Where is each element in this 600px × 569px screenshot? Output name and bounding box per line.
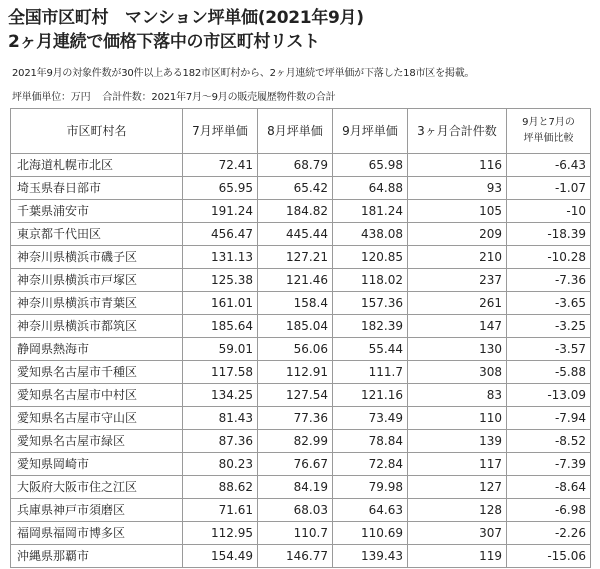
cell-aug-price: 112.91 — [258, 361, 333, 384]
cell-sep-price: 78.84 — [333, 430, 408, 453]
cell-jul-price: 59.01 — [183, 338, 258, 361]
cell-sep-price: 64.88 — [333, 177, 408, 200]
cell-jul-price: 125.38 — [183, 269, 258, 292]
cell-price-diff: -3.25 — [507, 315, 591, 338]
cell-total-count: 308 — [408, 361, 507, 384]
cell-total-count: 127 — [408, 476, 507, 499]
total-note: 合計件数：2021年7月～9月の販売履歴物件数の合計 — [102, 92, 336, 103]
table-row — [11, 545, 591, 568]
cell-sep-price: 111.7 — [333, 361, 408, 384]
cell-total-count: 119 — [408, 545, 507, 568]
cell-jul-price: 456.47 — [183, 223, 258, 246]
cell-price-diff: -3.57 — [507, 338, 591, 361]
header-area: 市区町村名 — [11, 109, 183, 154]
cell-jul-price: 191.24 — [183, 200, 258, 223]
cell-total-count: 307 — [408, 522, 507, 545]
cell-aug-price: 127.21 — [258, 246, 333, 269]
header-diff-line2: 坪単価比較 — [523, 133, 574, 144]
cell-sep-price: 438.08 — [333, 223, 408, 246]
cell-area-name: 北海道札幌市北区 — [11, 154, 183, 177]
cell-jul-price: 87.36 — [183, 430, 258, 453]
cell-aug-price: 127.54 — [258, 384, 333, 407]
header-aug: 8月坪単価 — [258, 109, 333, 154]
cell-price-diff: -5.88 — [507, 361, 591, 384]
table-row — [11, 223, 591, 246]
table-row — [11, 476, 591, 499]
cell-sep-price: 110.69 — [333, 522, 408, 545]
table-header-row — [11, 109, 591, 154]
cell-jul-price: 131.13 — [183, 246, 258, 269]
cell-price-diff: -2.26 — [507, 522, 591, 545]
cell-area-name: 埼玉県春日部市 — [11, 177, 183, 200]
cell-jul-price: 72.41 — [183, 154, 258, 177]
cell-sep-price: 139.43 — [333, 545, 408, 568]
cell-total-count: 93 — [408, 177, 507, 200]
header-diff-line1: 9月と7月の — [522, 117, 575, 128]
cell-aug-price: 68.79 — [258, 154, 333, 177]
cell-aug-price: 445.44 — [258, 223, 333, 246]
cell-total-count: 130 — [408, 338, 507, 361]
table-row — [11, 407, 591, 430]
cell-price-diff: -15.06 — [507, 545, 591, 568]
cell-sep-price: 55.44 — [333, 338, 408, 361]
cell-total-count: 83 — [408, 384, 507, 407]
header-sep: 9月坪単価 — [333, 109, 408, 154]
table-row — [11, 361, 591, 384]
cell-total-count: 105 — [408, 200, 507, 223]
cell-sep-price: 118.02 — [333, 269, 408, 292]
cell-jul-price: 88.62 — [183, 476, 258, 499]
header-count: 3ヶ月合計件数 — [408, 109, 507, 154]
page-title: 全国市区町村 マンション坪単価(2021年9月) — [8, 8, 364, 28]
cell-area-name: 沖縄県那覇市 — [11, 545, 183, 568]
price-table — [10, 108, 591, 568]
cell-total-count: 210 — [408, 246, 507, 269]
cell-price-diff: -8.52 — [507, 430, 591, 453]
cell-sep-price: 73.49 — [333, 407, 408, 430]
cell-area-name: 神奈川県横浜市磯子区 — [11, 246, 183, 269]
cell-sep-price: 79.98 — [333, 476, 408, 499]
cell-total-count: 261 — [408, 292, 507, 315]
cell-area-name: 愛知県名古屋市中村区 — [11, 384, 183, 407]
cell-aug-price: 185.04 — [258, 315, 333, 338]
table-row — [11, 384, 591, 407]
cell-area-name: 愛知県名古屋市守山区 — [11, 407, 183, 430]
table-row — [11, 154, 591, 177]
cell-sep-price: 182.39 — [333, 315, 408, 338]
cell-aug-price: 68.03 — [258, 499, 333, 522]
cell-total-count: 116 — [408, 154, 507, 177]
cell-jul-price: 81.43 — [183, 407, 258, 430]
table-row — [11, 430, 591, 453]
cell-total-count: 110 — [408, 407, 507, 430]
cell-aug-price: 158.4 — [258, 292, 333, 315]
cell-area-name: 兵庫県神戸市須磨区 — [11, 499, 183, 522]
cell-price-diff: -1.07 — [507, 177, 591, 200]
cell-aug-price: 146.77 — [258, 545, 333, 568]
cell-sep-price: 72.84 — [333, 453, 408, 476]
cell-aug-price: 65.42 — [258, 177, 333, 200]
cell-sep-price: 65.98 — [333, 154, 408, 177]
cell-price-diff: -13.09 — [507, 384, 591, 407]
cell-area-name: 愛知県岡崎市 — [11, 453, 183, 476]
meta-line — [12, 91, 335, 105]
table-row — [11, 453, 591, 476]
cell-aug-price: 110.7 — [258, 522, 333, 545]
header-jul: 7月坪単価 — [183, 109, 258, 154]
cell-area-name: 福岡県福岡市博多区 — [11, 522, 183, 545]
cell-area-name: 静岡県熱海市 — [11, 338, 183, 361]
cell-area-name: 大阪府大阪市住之江区 — [11, 476, 183, 499]
table-body — [11, 154, 591, 568]
cell-total-count: 117 — [408, 453, 507, 476]
cell-sep-price: 120.85 — [333, 246, 408, 269]
table-row — [11, 292, 591, 315]
cell-area-name: 神奈川県横浜市都筑区 — [11, 315, 183, 338]
cell-area-name: 東京都千代田区 — [11, 223, 183, 246]
table-row — [11, 269, 591, 292]
cell-area-name: 神奈川県横浜市戸塚区 — [11, 269, 183, 292]
cell-total-count: 237 — [408, 269, 507, 292]
cell-jul-price: 154.49 — [183, 545, 258, 568]
cell-sep-price: 157.36 — [333, 292, 408, 315]
description-text: 2021年9月の対象件数が30件以上ある182市区町村から、2ヶ月連続で坪単価が下落した18市区を掲載。 — [12, 68, 475, 79]
cell-price-diff: -7.36 — [507, 269, 591, 292]
cell-sep-price: 64.63 — [333, 499, 408, 522]
cell-jul-price: 117.58 — [183, 361, 258, 384]
table-row — [11, 200, 591, 223]
cell-aug-price: 56.06 — [258, 338, 333, 361]
cell-price-diff: -6.43 — [507, 154, 591, 177]
cell-jul-price: 185.64 — [183, 315, 258, 338]
cell-jul-price: 65.95 — [183, 177, 258, 200]
cell-price-diff: -6.98 — [507, 499, 591, 522]
cell-aug-price: 82.99 — [258, 430, 333, 453]
cell-aug-price: 76.67 — [258, 453, 333, 476]
table-row — [11, 522, 591, 545]
cell-price-diff: -18.39 — [507, 223, 591, 246]
table-row — [11, 246, 591, 269]
table-row — [11, 499, 591, 522]
table-row — [11, 338, 591, 361]
page-subtitle: 2ヶ月連続で価格下落中の市区町村リスト — [8, 32, 320, 52]
cell-aug-price: 184.82 — [258, 200, 333, 223]
cell-total-count: 147 — [408, 315, 507, 338]
cell-area-name: 愛知県名古屋市千種区 — [11, 361, 183, 384]
cell-area-name: 愛知県名古屋市緑区 — [11, 430, 183, 453]
cell-price-diff: -10 — [507, 200, 591, 223]
cell-jul-price: 161.01 — [183, 292, 258, 315]
cell-aug-price: 84.19 — [258, 476, 333, 499]
cell-total-count: 128 — [408, 499, 507, 522]
cell-price-diff: -8.64 — [507, 476, 591, 499]
cell-price-diff: -7.94 — [507, 407, 591, 430]
table-row — [11, 315, 591, 338]
cell-aug-price: 121.46 — [258, 269, 333, 292]
cell-jul-price: 71.61 — [183, 499, 258, 522]
cell-area-name: 千葉県浦安市 — [11, 200, 183, 223]
cell-sep-price: 121.16 — [333, 384, 408, 407]
cell-jul-price: 112.95 — [183, 522, 258, 545]
cell-price-diff: -7.39 — [507, 453, 591, 476]
unit-note: 坪単価単位：万円 — [12, 92, 91, 103]
cell-aug-price: 77.36 — [258, 407, 333, 430]
cell-total-count: 139 — [408, 430, 507, 453]
cell-jul-price: 80.23 — [183, 453, 258, 476]
cell-total-count: 209 — [408, 223, 507, 246]
title-block — [8, 6, 592, 54]
header-diff — [507, 109, 591, 154]
table-row — [11, 177, 591, 200]
cell-price-diff: -3.65 — [507, 292, 591, 315]
cell-area-name: 神奈川県横浜市青葉区 — [11, 292, 183, 315]
cell-jul-price: 134.25 — [183, 384, 258, 407]
cell-sep-price: 181.24 — [333, 200, 408, 223]
cell-price-diff: -10.28 — [507, 246, 591, 269]
